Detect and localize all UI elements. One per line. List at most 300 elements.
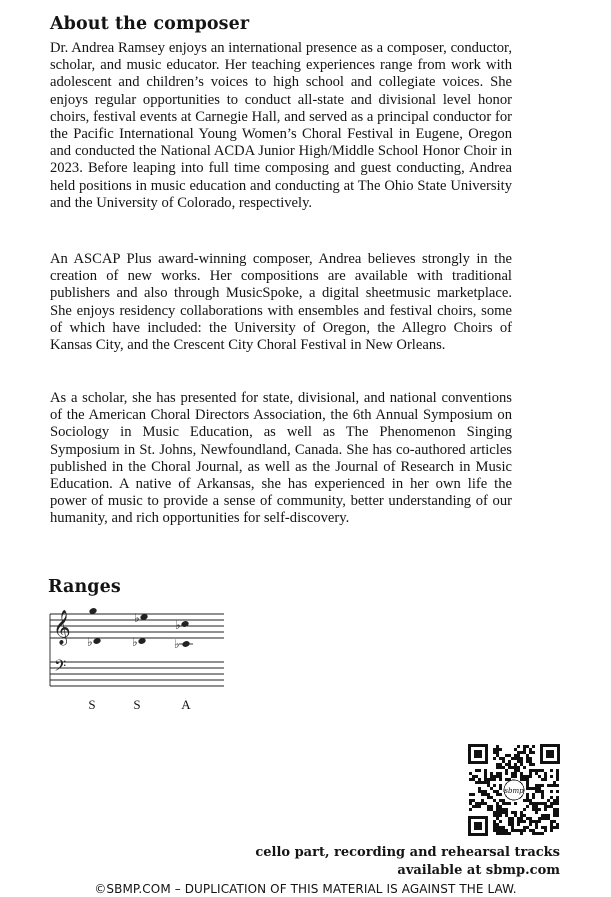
qr-module (499, 784, 502, 787)
qr-module (553, 820, 556, 823)
qr-module (505, 808, 508, 811)
qr-module (541, 832, 544, 835)
qr-module (520, 772, 523, 775)
qr-module (499, 772, 502, 775)
qr-module (520, 778, 523, 781)
qr-module (520, 832, 523, 835)
qr-module (490, 808, 493, 811)
qr-module (556, 826, 559, 829)
qr-module (550, 820, 553, 823)
qr-module (526, 826, 529, 829)
qr-module (547, 799, 550, 802)
qr-module (550, 775, 553, 778)
voice-label-soprano-1: S (88, 697, 96, 712)
qr-module (541, 769, 544, 772)
qr-module (496, 772, 499, 775)
qr-module (526, 754, 529, 757)
qr-module (556, 769, 559, 772)
qr-module (484, 802, 487, 805)
qr-module (469, 778, 472, 781)
qr-module (553, 799, 556, 802)
qr-module (508, 832, 511, 835)
ranges-staff (48, 604, 228, 688)
qr-module (556, 775, 559, 778)
qr-module (499, 811, 502, 814)
qr-module (550, 826, 553, 829)
qr-module (499, 748, 502, 751)
qr-module (553, 811, 556, 814)
about-heading: About the composer (50, 14, 250, 34)
qr-module (496, 766, 499, 769)
qr-module (514, 802, 517, 805)
qr-module (481, 802, 484, 805)
qr-module (505, 832, 508, 835)
qr-module (493, 829, 496, 832)
qr-module (493, 820, 496, 823)
qr-module (487, 796, 490, 799)
qr-module (556, 811, 559, 814)
qr-module (496, 748, 499, 751)
qr-module (508, 754, 511, 757)
qr-module (520, 814, 523, 817)
qr-module (535, 805, 538, 808)
range-note-s2-high (134, 611, 149, 625)
qr-module (553, 802, 556, 805)
qr-module (496, 775, 499, 778)
qr-module (538, 775, 541, 778)
qr-module (481, 781, 484, 784)
qr-module (535, 826, 538, 829)
qr-module (538, 802, 541, 805)
qr-module (523, 766, 526, 769)
qr-module (556, 802, 559, 805)
qr-module (532, 808, 535, 811)
qr-module (475, 775, 478, 778)
qr-module (553, 808, 556, 811)
qr-module (550, 805, 553, 808)
qr-module (514, 814, 517, 817)
qr-module (499, 820, 502, 823)
treble-clef-icon: 𝄞 (53, 610, 71, 645)
qr-module (514, 775, 517, 778)
qr-module (511, 772, 514, 775)
qr-module (484, 790, 487, 793)
qr-module (544, 775, 547, 778)
qr-module (535, 802, 538, 805)
qr-module (511, 757, 514, 760)
qr-module (517, 769, 520, 772)
qr-module (532, 829, 535, 832)
qr-module (517, 766, 520, 769)
qr-module (529, 799, 532, 802)
qr-module (469, 772, 472, 775)
qr-module (532, 793, 535, 796)
qr-module (529, 748, 532, 751)
qr-module (520, 820, 523, 823)
bass-clef-icon: 𝄢 (54, 657, 67, 679)
qr-module (508, 760, 511, 763)
qr-module (514, 829, 517, 832)
qr-module (478, 790, 481, 793)
qr-module (475, 781, 478, 784)
qr-module (493, 748, 496, 751)
range-note-s1-low (87, 635, 102, 649)
qr-module (499, 766, 502, 769)
qr-module (514, 772, 517, 775)
qr-module (490, 805, 493, 808)
qr-module (535, 823, 538, 826)
qr-module (529, 802, 532, 805)
qr-module (550, 784, 553, 787)
qr-module (520, 760, 523, 763)
qr-module (556, 778, 559, 781)
qr-module (529, 769, 532, 772)
svg-text:♭: ♭ (134, 611, 140, 625)
qr-module (496, 808, 499, 811)
qr-module (520, 811, 523, 814)
qr-module (496, 805, 499, 808)
qr-module (550, 802, 553, 805)
qr-module (556, 814, 559, 817)
qr-module (496, 829, 499, 832)
qr-module (502, 829, 505, 832)
qr-module (553, 781, 556, 784)
qr-module (550, 769, 553, 772)
qr-module (544, 829, 547, 832)
qr-module (541, 778, 544, 781)
qr-module (493, 751, 496, 754)
qr-module (532, 820, 535, 823)
bio-paragraph-3: As a scholar, she has presented for state, divisional, and national conventions of the American Choral Directors Association, the 6th Annual Symposium on Sociology in Music Education, as well as The Phenomenon Singing Symposium in St. Johns, Newfoundland, Canada. She has co-authored articles published in the Choral Journal, as well as the Journal of Research in Music Education. A native of Arkansas, she has experienced in her own life the power of music to provide a sense of community, better understanding of our humanity, and rich opportunities for self-discovery. (50, 390, 512, 527)
qr-module (502, 766, 505, 769)
qr-module (496, 763, 499, 766)
qr-module (520, 817, 523, 820)
qr-module (517, 817, 520, 820)
qr-module (514, 757, 517, 760)
qr-module (520, 775, 523, 778)
qr-module (475, 769, 478, 772)
qr-module (517, 823, 520, 826)
qr-module (490, 772, 493, 775)
qr-module (547, 784, 550, 787)
voice-label-soprano-2: S (133, 697, 141, 712)
qr-module (544, 808, 547, 811)
qr-module (535, 820, 538, 823)
qr-module (490, 787, 493, 790)
qr-module (511, 766, 514, 769)
qr-module (505, 769, 508, 772)
qr-module (550, 829, 553, 832)
qr-module (532, 751, 535, 754)
qr-module (529, 760, 532, 763)
footer-availability-line: available at sbmp.com (397, 863, 560, 878)
qr-module (475, 802, 478, 805)
qr-module (529, 775, 532, 778)
qr-module (508, 823, 511, 826)
qr-module (469, 799, 472, 802)
qr-module (544, 814, 547, 817)
qr-module (556, 823, 559, 826)
qr-module (526, 817, 529, 820)
qr-module (523, 814, 526, 817)
qr-module (499, 832, 502, 835)
qr-module (544, 802, 547, 805)
qr-module (538, 832, 541, 835)
qr-module (493, 757, 496, 760)
qr-module (478, 787, 481, 790)
qr-module (517, 757, 520, 760)
qr-module (511, 811, 514, 814)
qr-module (529, 763, 532, 766)
qr-module (496, 802, 499, 805)
qr-module (502, 802, 505, 805)
qr-module (520, 829, 523, 832)
qr-module (556, 796, 559, 799)
qr-module (550, 796, 553, 799)
qr-module (523, 826, 526, 829)
qr-module (553, 826, 556, 829)
qr-module (484, 781, 487, 784)
qr-module (493, 814, 496, 817)
qr-module (490, 778, 493, 781)
qr-module (487, 781, 490, 784)
qr-module (499, 763, 502, 766)
footer-tracks-line: cello part, recording and rehearsal tracks (255, 845, 560, 860)
qr-module (469, 802, 472, 805)
qr-module (526, 793, 529, 796)
qr-module (484, 772, 487, 775)
qr-module (508, 802, 511, 805)
qr-module (526, 745, 529, 748)
qr-module (508, 820, 511, 823)
svg-text:♭: ♭ (132, 635, 138, 649)
qr-module (541, 814, 544, 817)
qr-module (532, 769, 535, 772)
qr-module (547, 817, 550, 820)
qr-module (535, 811, 538, 814)
qr-module (541, 784, 544, 787)
qr-module (505, 772, 508, 775)
qr-module (487, 793, 490, 796)
qr-module (538, 769, 541, 772)
qr-module (544, 817, 547, 820)
qr-module (481, 799, 484, 802)
qr-module (493, 826, 496, 829)
qr-module (514, 811, 517, 814)
qr-module (493, 775, 496, 778)
qr-module (541, 802, 544, 805)
qr-module (472, 778, 475, 781)
qr-module (505, 778, 508, 781)
range-note-s2-low (132, 635, 147, 649)
qr-module (499, 757, 502, 760)
qr-module (529, 757, 532, 760)
qr-module (496, 832, 499, 835)
qr-module (502, 799, 505, 802)
qr-module (556, 799, 559, 802)
qr-module (550, 823, 553, 826)
qr-module (538, 784, 541, 787)
qr-module (523, 799, 526, 802)
qr-module (526, 796, 529, 799)
qr-module (505, 814, 508, 817)
qr-module (544, 772, 547, 775)
qr-module (529, 829, 532, 832)
qr-module (517, 754, 520, 757)
qr-module (478, 802, 481, 805)
qr-module (535, 772, 538, 775)
qr-module (493, 823, 496, 826)
qr-module (502, 760, 505, 763)
qr-module (550, 790, 553, 793)
qr-module (547, 814, 550, 817)
qr-module (532, 796, 535, 799)
qr-module (535, 832, 538, 835)
qr-module (538, 787, 541, 790)
qr-module (496, 817, 499, 820)
qr-module (541, 826, 544, 829)
qr-module (499, 799, 502, 802)
qr-module (472, 793, 475, 796)
qr-module (532, 787, 535, 790)
qr-module (499, 778, 502, 781)
qr-module (526, 760, 529, 763)
qr-module (511, 820, 514, 823)
svg-text:♭: ♭ (175, 618, 181, 632)
qr-module (499, 826, 502, 829)
qr-module (556, 772, 559, 775)
qr-module (517, 829, 520, 832)
qr-module (496, 751, 499, 754)
qr-module (505, 829, 508, 832)
qr-module (511, 823, 514, 826)
qr-module (511, 775, 514, 778)
qr-module (529, 817, 532, 820)
qr-module (481, 790, 484, 793)
qr-module (469, 808, 472, 811)
qr-module (484, 775, 487, 778)
qr-module (487, 778, 490, 781)
qr-module (493, 790, 496, 793)
qr-module (523, 751, 526, 754)
voice-label-alto: A (181, 697, 191, 712)
qr-module (529, 823, 532, 826)
qr-module (553, 784, 556, 787)
qr-module (472, 805, 475, 808)
qr-module (496, 826, 499, 829)
qr-module (526, 805, 529, 808)
qr-module (472, 775, 475, 778)
qr-module (496, 790, 499, 793)
qr-module (502, 826, 505, 829)
qr-module (532, 805, 535, 808)
qr-module (478, 769, 481, 772)
copyright-notice: ©SBMP.COM – DUPLICATION OF THIS MATERIAL IS AGAINST THE LAW. (94, 882, 517, 896)
qr-module (478, 778, 481, 781)
qr-module (535, 784, 538, 787)
qr-module (544, 805, 547, 808)
qr-module (526, 787, 529, 790)
ranges-heading: Ranges (48, 577, 121, 597)
qr-module (517, 760, 520, 763)
sbmp-logo-icon (504, 780, 524, 800)
qr-module (493, 784, 496, 787)
qr-module (535, 787, 538, 790)
qr-logo-text: sbmp (504, 787, 524, 795)
qr-module (496, 823, 499, 826)
qr-module (541, 793, 544, 796)
qr-module (505, 802, 508, 805)
qr-module (538, 808, 541, 811)
qr-module (541, 817, 544, 820)
qr-module (493, 799, 496, 802)
qr-module (505, 811, 508, 814)
qr-module (523, 745, 526, 748)
qr-module (526, 775, 529, 778)
qr-module (499, 775, 502, 778)
qr-module (517, 751, 520, 754)
qr-module (520, 757, 523, 760)
qr-module (490, 775, 493, 778)
qr-module (484, 778, 487, 781)
qr-module (556, 808, 559, 811)
qr-module (511, 829, 514, 832)
qr-module (496, 811, 499, 814)
qr-module (490, 796, 493, 799)
qr-module (535, 769, 538, 772)
qr-module (511, 826, 514, 829)
qr-module (511, 817, 514, 820)
qr-module (481, 793, 484, 796)
qr-module (526, 784, 529, 787)
qr-module (523, 829, 526, 832)
qr-module (508, 766, 511, 769)
qr-module (514, 763, 517, 766)
qr-module (556, 790, 559, 793)
qr-module (499, 793, 502, 796)
qr-module (526, 778, 529, 781)
qr-module (514, 766, 517, 769)
qr-module (475, 805, 478, 808)
qr-module (493, 811, 496, 814)
qr-module (502, 811, 505, 814)
qr-module (535, 808, 538, 811)
qr-module (517, 745, 520, 748)
qr-module (541, 790, 544, 793)
qr-module (547, 805, 550, 808)
qr-module (502, 832, 505, 835)
bio-paragraph-1: Dr. Andrea Ramsey enjoys an international presence as a composer, conductor, scholar, and music educator. Her teaching experiences range from work with adolescent and children’s voices to high school and collegiate voices. She enjoys regular opportunities to conduct all-state and divisional level honor choirs, festival events at Carnegie Hall, and served as a principal conductor for the Pacific International Young Women’s Choral Festival in Eugene, Oregon and conducted the National ACDA Junior High/Middle School Honor Choir in 2023. Before leaping into full time composing and guest conducting, Andrea held positions in music education and conducting at The Ohio State University and the University of Colorado, respectively. (50, 40, 512, 211)
qr-module (487, 808, 490, 811)
qr-module (508, 763, 511, 766)
qr-module (508, 817, 511, 820)
qr-module (469, 793, 472, 796)
qr-module (502, 808, 505, 811)
qr-code[interactable] (468, 744, 560, 836)
qr-module (499, 808, 502, 811)
range-note-a-low (174, 637, 193, 651)
qr-module (484, 769, 487, 772)
svg-text:♭: ♭ (174, 637, 180, 651)
qr-module (514, 748, 517, 751)
qr-module (532, 832, 535, 835)
qr-module (499, 787, 502, 790)
qr-module (544, 778, 547, 781)
qr-module (499, 814, 502, 817)
qr-module (505, 763, 508, 766)
qr-module (544, 826, 547, 829)
qr-module (526, 781, 529, 784)
